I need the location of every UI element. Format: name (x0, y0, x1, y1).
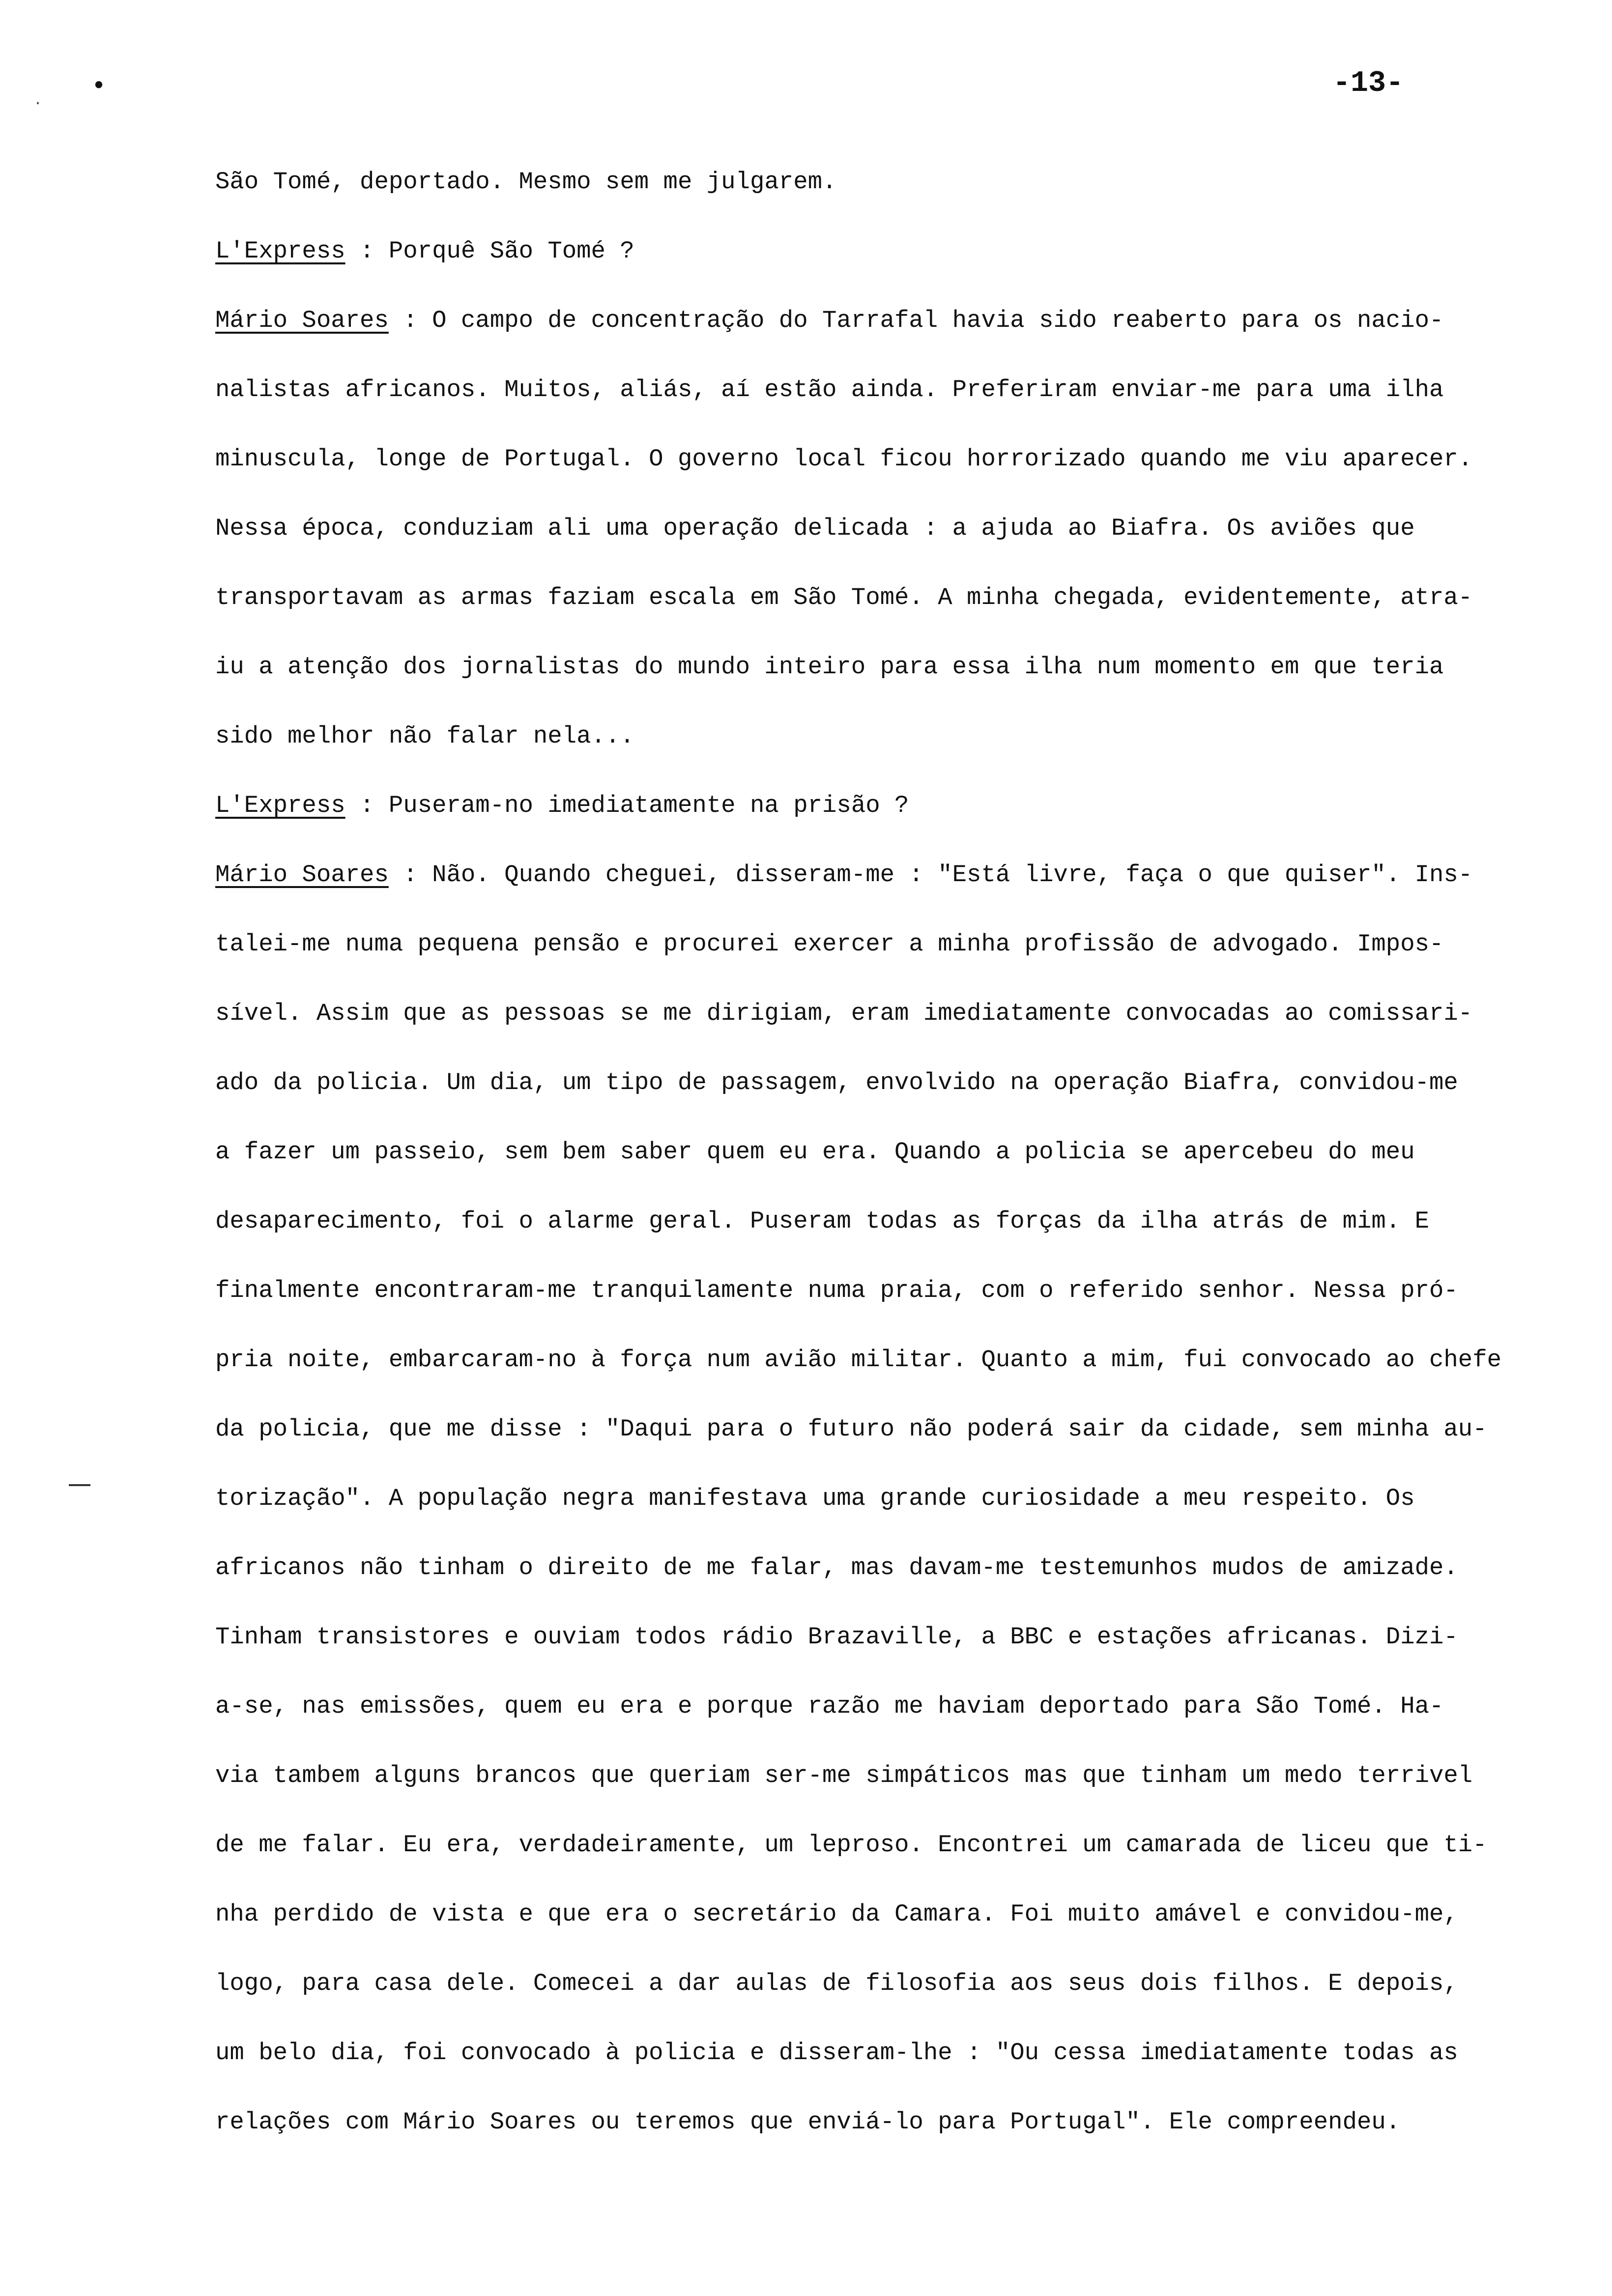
speaker-name: L'Express (215, 237, 345, 265)
line-text: : Porquê São Tomé ? (345, 237, 634, 265)
line-text: finalmente encontraram-me tranquilamente numa praia, com o referido senhor. Nessa pró- (215, 1277, 1458, 1304)
line-text: : Não. Quando cheguei, disseram-me : "Está livre, faça o que quiser". Ins- (388, 861, 1473, 889)
line-text: : O campo de concentração do Tarrafal havia sido reaberto para os nacio- (388, 307, 1444, 334)
line-text: da policia, que me disse : "Daqui para o futuro não poderá sair da cidade, sem minha au- (215, 1415, 1487, 1443)
text-line (215, 295, 1586, 364)
text-line (215, 226, 1586, 295)
line-text: ado da policia. Um dia, um tipo de passagem, envolvido na operação Biafra, convidou-me (215, 1069, 1458, 1096)
speaker-name: Mário Soares (215, 861, 389, 889)
interview-text (215, 156, 1586, 2166)
line-text: talei-me numa pequena pensão e procurei exercer a minha profissão de advogado. Impos- (215, 930, 1444, 958)
line-text: iu a atenção dos jornalistas do mundo inteiro para essa ilha num momento em que teria (215, 653, 1444, 681)
line-text: sido melhor não falar nela... (215, 722, 634, 750)
text-line (215, 1334, 1586, 1404)
text-line (215, 156, 1586, 226)
margin-dot-mark: · (33, 95, 43, 112)
line-text: sível. Assim que as pessoas se me dirigiam, eram imediatamente convocadas ao comissari- (215, 1000, 1473, 1027)
margin-dash-mark (69, 1484, 90, 1486)
text-line (215, 503, 1586, 572)
line-text: de me falar. Eu era, verdadeiramente, um leproso. Encontrei um camarada de liceu que ti- (215, 1831, 1487, 1859)
line-text: um belo dia, foi convocado à policia e disseram-lhe : "Ou cessa imediatamente todas as (215, 2039, 1458, 2066)
text-line (215, 988, 1586, 1057)
line-text: : Puseram-no imediatamente na prisão ? (345, 792, 909, 819)
line-text: logo, para casa dele. Comecei a dar aulas de filosofia aos seus dois filhos. E depois, (215, 1970, 1458, 1997)
text-line (215, 2027, 1586, 2096)
text-line (215, 1404, 1586, 1473)
line-text: nha perdido de vista e que era o secretário da Camara. Foi muito amável e convidou-me, (215, 1900, 1458, 1928)
text-line (215, 711, 1586, 780)
line-text: nalistas africanos. Muitos, aliás, aí estão ainda. Preferiram enviar-me para uma ilha (215, 376, 1444, 403)
line-text: relações com Mário Soares ou teremos que enviá-lo para Portugal". Ele compreendeu. (215, 2108, 1401, 2136)
margin-bullet-mark: • (91, 73, 107, 101)
line-text: Nessa época, conduziam ali uma operação delicada : a ajuda ao Biafra. Os aviões que (215, 515, 1415, 542)
line-text: via tambem alguns brancos que queriam ser-me simpáticos mas que tinham um medo terrivel (215, 1762, 1473, 1789)
text-line (215, 918, 1586, 988)
speaker-name: L'Express (215, 792, 345, 819)
text-line (215, 1057, 1586, 1126)
page-number: -13- (1333, 67, 1404, 100)
text-line (215, 1196, 1586, 1265)
text-line (215, 1819, 1586, 1889)
text-line (215, 1265, 1586, 1334)
text-line (215, 1958, 1586, 2027)
line-text: africanos não tinham o direito de me falar, mas davam-me testemunhos mudos de amizade. (215, 1554, 1458, 1581)
line-text: pria noite, embarcaram-no à força num avião militar. Quanto a mim, fui convocado ao chefe (215, 1346, 1502, 1374)
text-line (215, 1542, 1586, 1611)
text-line (215, 1889, 1586, 1958)
text-line (215, 641, 1586, 711)
text-line (215, 364, 1586, 433)
line-text: torização". A população negra manifestava uma grande curiosidade a meu respeito. Os (215, 1485, 1415, 1512)
text-line (215, 1126, 1586, 1196)
text-line (215, 1681, 1586, 1750)
line-text: minuscula, longe de Portugal. O governo local ficou horrorizado quando me viu aparecer. (215, 445, 1473, 473)
line-text: São Tomé, deportado. Mesmo sem me julgarem. (215, 168, 837, 196)
text-line (215, 2096, 1586, 2166)
line-text: Tinham transistores e ouviam todos rádio Brazaville, a BBC e estações africanas. Dizi- (215, 1623, 1458, 1651)
text-line (215, 433, 1586, 503)
line-text: a-se, nas emissões, quem eu era e porque razão me haviam deportado para São Tomé. Ha- (215, 1693, 1444, 1720)
text-line (215, 572, 1586, 641)
speaker-name: Mário Soares (215, 307, 389, 334)
line-text: desaparecimento, foi o alarme geral. Puseram todas as forças da ilha atrás de mim. E (215, 1207, 1430, 1235)
line-text: transportavam as armas faziam escala em São Tomé. A minha chegada, evidentemente, atra- (215, 584, 1473, 611)
text-line (215, 1611, 1586, 1681)
text-line (215, 780, 1586, 849)
text-line (215, 849, 1586, 918)
text-line (215, 1473, 1586, 1542)
text-line (215, 1750, 1586, 1819)
line-text: a fazer um passeio, sem bem saber quem eu era. Quando a policia se apercebeu do meu (215, 1138, 1415, 1166)
